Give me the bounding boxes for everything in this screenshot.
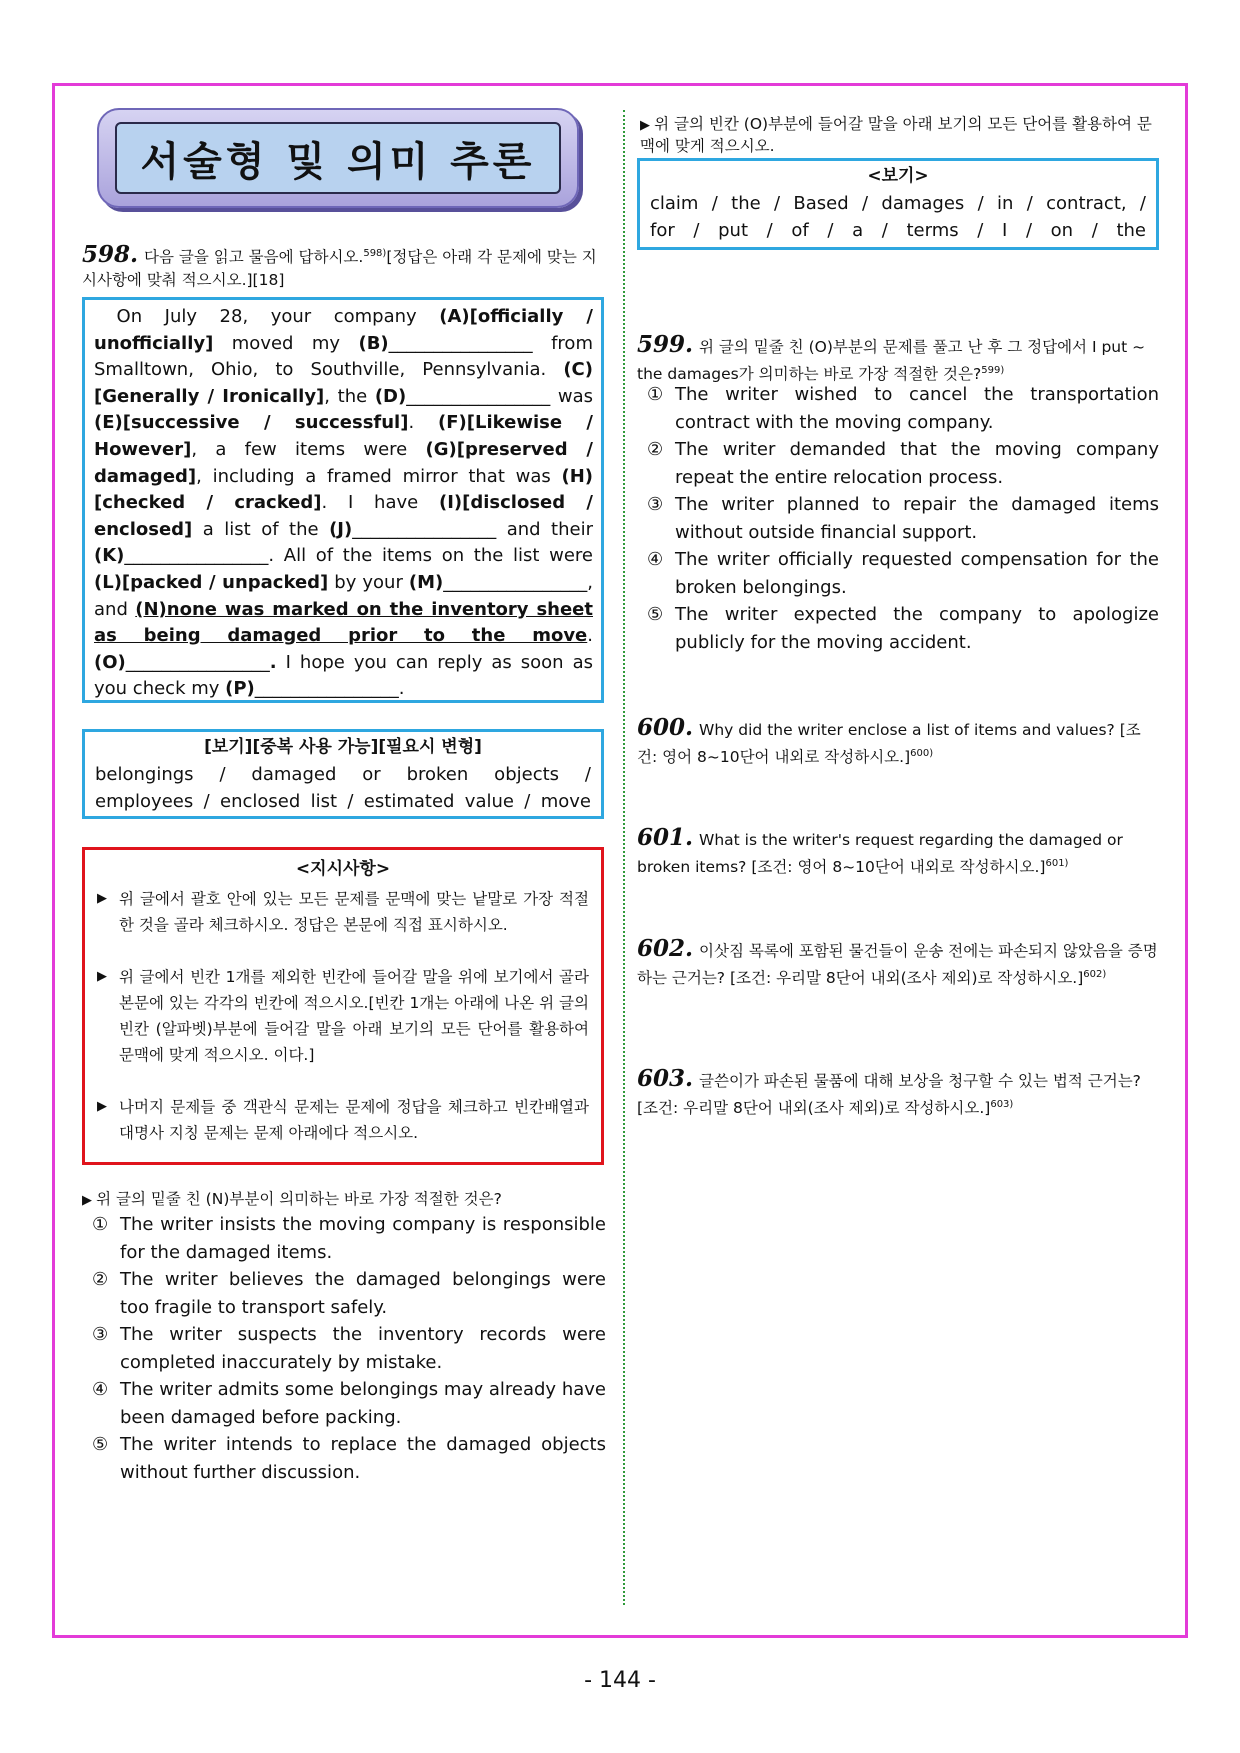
option-2[interactable]: ② The writer demanded that the moving company repeat the entire relocation process.	[647, 439, 1159, 488]
question-text: 다음 글을 읽고 물음에 답하시오.	[144, 248, 364, 267]
o-question-stem: ▶ 위 글의 빈칸 (O)부분에 들어갈 말을 아래 보기의 모든 단어를 활용하여 문맥에 맞게 적으시오.	[640, 115, 1152, 155]
option-5[interactable]: ⑤ The writer expected the company to apologize publicly for the moving accident.	[647, 604, 1159, 653]
choice-E[interactable]: (E)[successive / successful]	[94, 412, 409, 434]
blank-M[interactable]: ________________	[443, 571, 588, 593]
triangle-bullet-icon: ▶	[640, 118, 655, 133]
question-603	[637, 1067, 1159, 1120]
choice-C[interactable]: (C)[Generally / Ironically]	[94, 359, 593, 407]
question-text: 글쓴이가 파손된 물품에 대해 보상을 청구할 수 있는 법적 근거는? [조건: 우리말 8단어 내외(조사 제외)로 작성하시오.]	[637, 1072, 1141, 1118]
footnote-ref: 600)	[910, 748, 934, 759]
choice-I[interactable]: (I)[disclosed / enclosed]	[94, 492, 593, 540]
question-number: 601.	[637, 824, 694, 851]
o-word-bank-box	[637, 158, 1159, 250]
column-divider	[623, 110, 625, 1605]
footnote-ref: 602)	[1083, 969, 1107, 980]
option-1[interactable]: ① The writer wished to cancel the transportation contract with the moving company.	[647, 384, 1159, 433]
question-text: Why did the writer enclose a list of items and values? [조건: 영어 8~10단어 내외로 작성하시오.]	[637, 721, 1141, 767]
word-bank-title: [보기][중복 사용 가능][필요시 변형]	[204, 737, 482, 757]
triangle-bullet-icon: ▶	[97, 891, 107, 906]
question-number: 602.	[637, 935, 694, 962]
mcq-N-options	[92, 1211, 606, 1486]
o-word-bank-line-2: for / put / of / a / terms / I / on / the	[650, 220, 1146, 241]
question-number: 603.	[637, 1065, 694, 1092]
passage-box	[82, 297, 604, 703]
option-5[interactable]: ⑤ The writer intends to replace the damaged objects without further discussion.	[92, 1434, 606, 1483]
question-601	[637, 826, 1159, 879]
word-bank-line-2: employees / enclosed list / estimated value / move	[95, 791, 591, 812]
question-text: What is the writer's request regarding the damaged or broken items? [조건: 영어 8~10단어 내외로 작성하시오.]	[637, 831, 1123, 877]
instruction-item: ▶ 나머지 문제들 중 객관식 문제는 문제에 정답을 체크하고 빈칸배열과 대명사 지칭 문제는 문제 아래에다 적으시오.	[97, 1094, 589, 1146]
triangle-bullet-icon: ▶	[82, 1193, 97, 1208]
option-3[interactable]: ③ The writer planned to repair the damaged items without outside financial support.	[647, 494, 1159, 543]
instruction-item: ▶ 위 글에서 빈칸 1개를 제외한 빈칸에 들어갈 말을 위에 보기에서 골라 본문에 있는 각각의 빈칸에 적으시오.[빈칸 1개는 아래에 나온 위 글의 빈칸 (알파벳)부분에 들어갈 말을 아래 보기의 모든 단어를 활용하여 문맥에 맞게 적으시오. 이다.]	[97, 964, 589, 1068]
title-banner	[97, 108, 579, 208]
footnote-ref: 598)	[363, 248, 387, 259]
question-599-header	[637, 333, 1159, 386]
question-text-2: [정답은 아래 각 문제에 맞는 지시사항에 맞춰 적으시오.][18]	[82, 248, 597, 290]
triangle-bullet-icon: ▶	[97, 1099, 107, 1114]
option-4[interactable]: ④ The writer admits some belongings may already have been damaged before packing.	[92, 1379, 606, 1428]
option-3[interactable]: ③ The writer suspects the inventory records were completed inaccurately by mistake.	[92, 1324, 606, 1373]
instruction-item: ▶ 위 글에서 괄호 안에 있는 모든 문제를 문맥에 맞는 낱말로 가장 적절한 것을 골라 체크하시오. 정답은 본문에 직접 표시하시오.	[97, 886, 589, 938]
blank-M-label: (M)	[408, 571, 444, 593]
o-word-bank-line-1: claim / the / Based / damages / in / contract, /	[650, 193, 1146, 214]
instructions-box	[82, 847, 604, 1165]
q599-options	[647, 381, 1159, 656]
blank-B[interactable]: ________________	[388, 332, 533, 354]
blank-K[interactable]: ________________	[124, 545, 269, 567]
question-number: 598.	[82, 241, 139, 269]
word-bank-line-1: belongings / damaged or broken objects /	[95, 764, 591, 785]
blank-J[interactable]: ________________	[352, 518, 497, 540]
blank-D[interactable]: ________________	[406, 385, 551, 407]
mcq-N-stem: ▶ 위 글의 밑줄 친 (N)부분이 의미하는 바로 가장 적절한 것은?	[82, 1190, 502, 1208]
question-598-header	[82, 242, 607, 292]
choice-F[interactable]: (F)[Likewise / However]	[94, 412, 594, 460]
choice-H[interactable]: (H)[checked / cracked]	[94, 465, 593, 514]
footnote-ref: 599)	[981, 365, 1005, 376]
option-4[interactable]: ④ The writer officially requested compensation for the broken belongings.	[647, 549, 1159, 598]
question-number: 600.	[637, 714, 694, 741]
option-2[interactable]: ② The writer believes the damaged belongings were too fragile to transport safely.	[92, 1269, 606, 1318]
question-text: 위 글의 밑줄 친 (O)부분의 문제를 풀고 난 후 그 정답에서 I put ~ the damages가 의미하는 바로 가장 적절한 것은?	[637, 338, 1146, 384]
choice-G[interactable]: (G)[preserved / damaged]	[94, 438, 593, 487]
option-1[interactable]: ① The writer insists the moving company is responsible for the damaged items.	[92, 1214, 606, 1263]
footnote-ref: 603)	[990, 1099, 1014, 1110]
page-number: - 144 -	[584, 1668, 656, 1693]
blank-J-label: (J)	[329, 518, 353, 540]
blank-O-label: (O)	[94, 651, 126, 673]
question-602	[637, 937, 1159, 990]
question-number: 599.	[637, 331, 694, 358]
choice-A[interactable]: (A)[officially / unofficially]	[94, 306, 593, 354]
word-bank-box	[82, 729, 604, 819]
underlined-N: (N)none was marked on the inventory sheet as being damaged prior to the move	[94, 598, 593, 647]
choice-L[interactable]: (L)[packed / unpacked]	[94, 571, 329, 593]
blank-P[interactable]: ________________	[254, 678, 399, 700]
blank-P-label: (P)	[225, 678, 255, 700]
footnote-ref: 601)	[1045, 858, 1069, 869]
question-text: 이삿짐 목록에 포함된 물건들이 운송 전에는 파손되지 않았음을 증명하는 근거는? [조건: 우리말 8단어 내외(조사 제외)로 작성하시오.]	[637, 942, 1158, 988]
blank-B-label: (B)	[358, 332, 389, 354]
blank-D-label: (D)	[374, 385, 407, 407]
instructions-title: <지시사항>	[295, 859, 391, 879]
blank-O[interactable]: ________________	[125, 651, 270, 673]
passage-text: On July 28, your company (A)[officially / unofficially] moved my (B)________________ from Smalltown, Ohio, to Southville, Pennsylvania. (C)[Generally / Ironically], the (D)________________ was (E)[successive / successful]. (F)[Likewise / However], a few items were (G)[preserved / damaged], including a framed mirror that was (H)[checked / cracked]. I have (I)[disclosed / enclosed] a list of the (J)________________ and their (K)________________. All of the items on the list were (L)[packed / unpacked] by your (M)________________, and (N)none was marked on the inventory sheet as being damaged prior to the move. (O)________________. I hope you can reply as soon as you check my (P)________________.	[94, 306, 594, 700]
blank-K-label: (K)	[94, 545, 125, 567]
page-title: 서술형 및 의미 추론	[115, 122, 561, 194]
question-600	[637, 716, 1159, 769]
o-word-bank-title: <보기>	[867, 166, 929, 186]
triangle-bullet-icon: ▶	[97, 969, 107, 984]
